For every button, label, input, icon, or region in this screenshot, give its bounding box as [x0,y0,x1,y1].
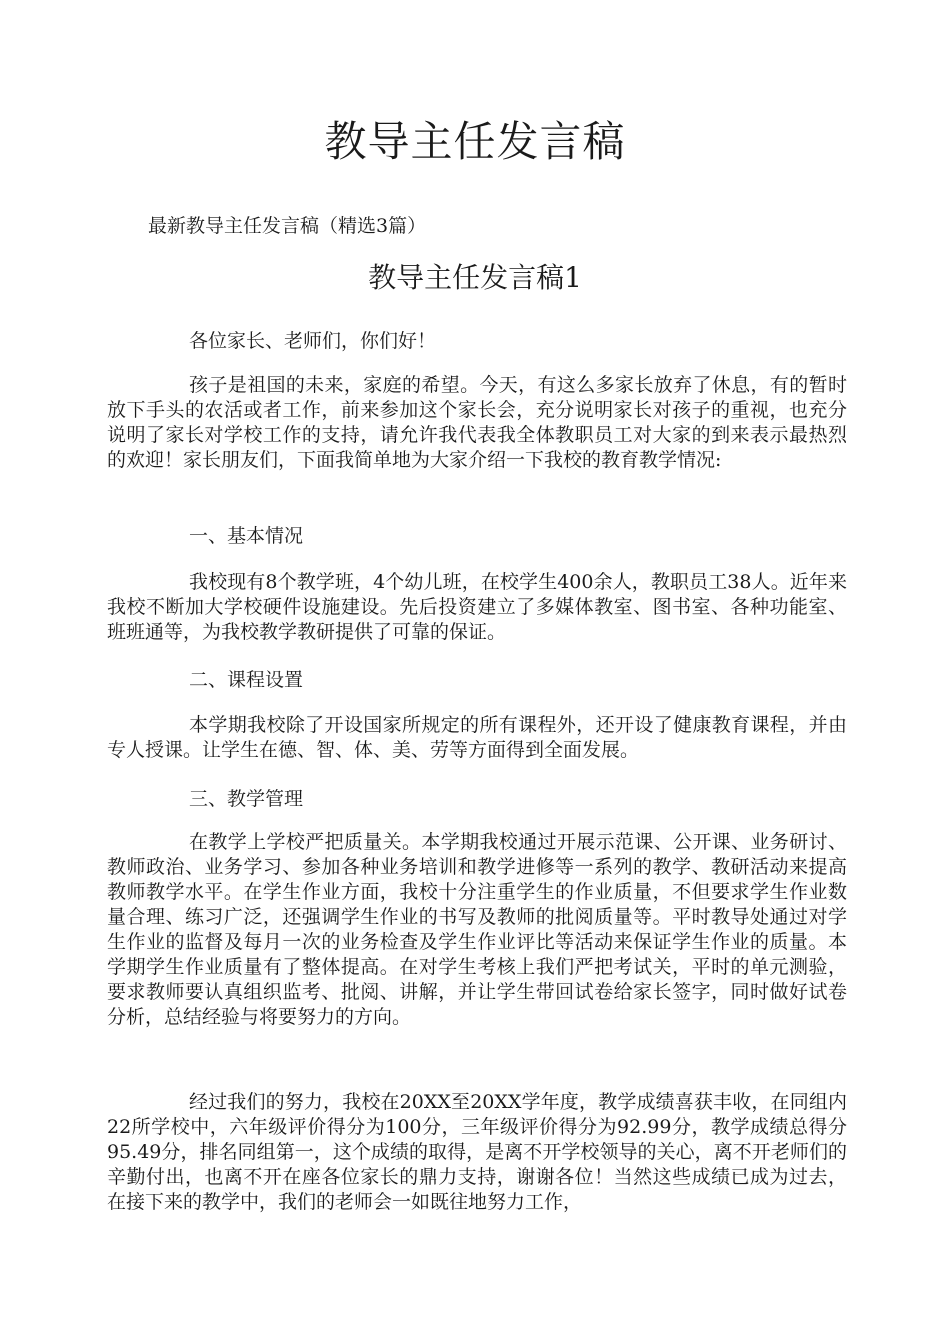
greeting-line: 各位家长、老师们，你们好！ [189,330,437,352]
document-subtitle: 最新教导主任发言稿（精选3篇） [148,215,427,237]
paragraph-basic-situation: 我校现有8个教学班，4个幼儿班，在校学生400余人，教职员工38人。近年来我校不断加大学校硬件设施建设。先后投资建立了多媒体教室、图书室、各种功能室、班班通等，为我校教学教研提供了可靠的保证。 [107,571,847,643]
paragraph-teaching-management: 在教学上学校严把质量关。本学期我校通过开展示范课、公开课、业务研讨、教师政治、业务学习、参加各种业务培训和教学进修等一系列的教学、教研活动来提高教师教学水平。在学生作业方面，我校十分注重学生的作业质量，不但要求学生作业数量合理、练习广泛，还强调学生作业的书写及教师的批阅质量等。平时教导处通过对学生作业的监督及每月一次的业务检查及学生作业评比等活动来保证学生作业的质量。本学期学生作业质量有了整体提高。在对学生考核上我们严把考试关，平时的单元测验，要求教师要认真组织监考、批阅、讲解，并让学生带回试卷给家长签字，同时做好试卷分析，总结经验与将要努力的方向。 [107,831,847,1028]
heading-teaching-management: 三、教学管理 [189,788,304,810]
paragraph-curriculum: 本学期我校除了开设国家所规定的所有课程外，还开设了健康教育课程，并由专人授课。让学生在德、智、体、美、劳等方面得到全面发展。 [107,714,847,761]
document-title: 教导主任发言稿 [324,117,626,166]
heading-curriculum: 二、课程设置 [189,669,304,691]
paragraph-achievements: 经过我们的努力，我校在20XX至20XX学年度，教学成绩喜获丰收，在同组内22所学校中，六年级评价得分为100分，三年级评价得分为92.99分，教学成绩总得分95.49分，排名同组第一，这个成绩的取得，是离不开学校领导的关心，离不开老师们的辛勤付出，也离不开在座各位家长的鼎力支持，谢谢各位！当然这些成绩已成为过去，在接下来的教学中，我们的老师会一如既往地努力工作， [107,1091,847,1213]
section-title: 教导主任发言稿1 [368,261,582,294]
heading-basic-situation: 一、基本情况 [189,525,304,547]
paragraph-introduction: 孩子是祖国的未来，家庭的希望。今天，有这么多家长放弃了休息，有的暂时放下手头的农活或者工作，前来参加这个家长会，充分说明家长对孩子的重视，也充分说明了家长对学校工作的支持，请允许我代表我全体教职员工对大家的到来表示最热烈的欢迎！家长朋友们，下面我简单地为大家介绍一下我校的教育教学情况: [107,374,847,471]
